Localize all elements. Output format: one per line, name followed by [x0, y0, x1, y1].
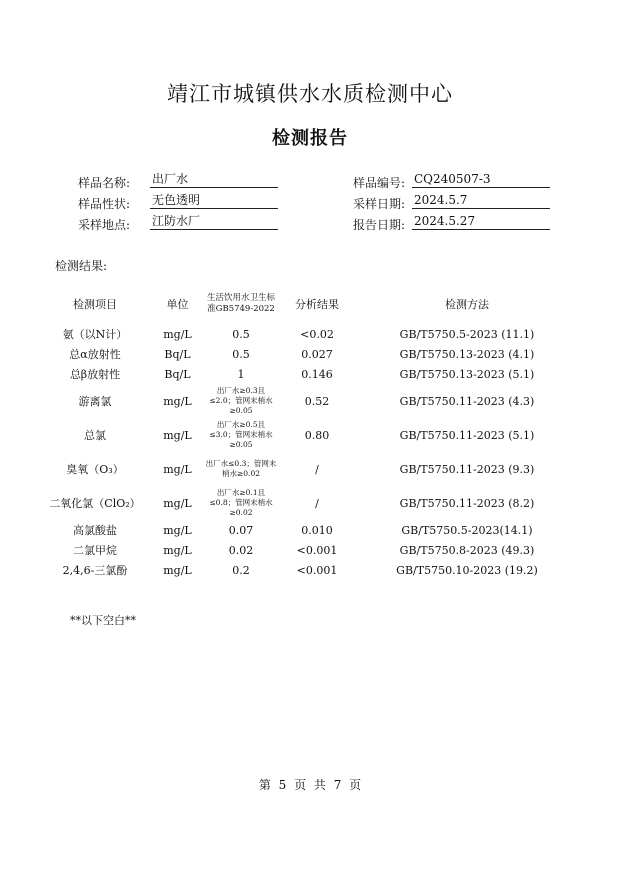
row-unit: mg/L: [163, 563, 192, 577]
row-standard: 0.5: [232, 327, 250, 341]
row-result: 0.52: [304, 394, 330, 408]
row-result: 0.027: [301, 347, 333, 361]
column-header-unit: 单位: [166, 298, 189, 311]
sampling-place-label: 采样地点:: [77, 218, 130, 232]
row-method: GB/T5750.10-2023 (19.2): [396, 563, 538, 577]
row-unit: mg/L: [163, 496, 192, 510]
row-unit: mg/L: [163, 327, 192, 341]
column-header-result: 分析结果: [295, 298, 339, 311]
sample-no-value: CQ240507-3: [412, 172, 550, 188]
sample-no-label: 样品编号:: [352, 176, 405, 190]
report-date-label: 报告日期:: [352, 218, 405, 232]
table-row: [40, 452, 577, 486]
row-standard: 0.02: [228, 543, 254, 557]
row-item: 二氧化氯（ClO₂）: [49, 497, 141, 510]
sampling-date-label: 采样日期:: [352, 197, 405, 211]
sample-state-value: 无色透明: [150, 193, 278, 209]
row-standard: 出厂水≥0.3且≤2.0；管网末梢水≥0.05: [209, 386, 273, 415]
row-item: 2,4,6-三氯酚: [62, 564, 128, 577]
row-unit: mg/L: [163, 394, 192, 408]
row-standard: 0.5: [232, 347, 250, 361]
sample-state-label: 样品性状:: [77, 197, 130, 211]
report-date-value: 2024.5.27: [412, 214, 550, 230]
sampling-date-value: 2024.5.7: [412, 193, 550, 209]
column-header-standard: 生活饮用水卫生标准GB5749-2022: [206, 293, 275, 314]
row-item: 总β放射性: [69, 368, 121, 381]
table-header-row: [40, 284, 577, 324]
blank-below-note: **以下空白**: [70, 614, 136, 627]
row-method: GB/T5750.11-2023 (5.1): [399, 428, 535, 442]
table-row: [40, 520, 577, 540]
row-result: <0.001: [296, 563, 338, 577]
report-title: 检测报告: [272, 128, 348, 149]
row-item: 氨（以N计）: [62, 328, 128, 341]
results-section-label: 检测结果:: [55, 259, 108, 273]
row-method: GB/T5750.13-2023 (5.1): [399, 367, 535, 381]
row-result: /: [315, 462, 319, 476]
sample-name-label: 样品名称:: [77, 176, 130, 190]
sampling-place-value: 江防水厂: [150, 214, 278, 230]
row-method: GB/T5750.8-2023 (49.3): [399, 543, 535, 557]
row-result: <0.001: [296, 543, 338, 557]
row-item: 总α放射性: [69, 348, 121, 361]
row-method: GB/T5750.11-2023 (8.2): [399, 496, 535, 510]
row-method: GB/T5750.5-2023(14.1): [401, 523, 533, 537]
table-row: [40, 486, 577, 520]
row-method: GB/T5750.13-2023 (4.1): [399, 347, 535, 361]
table-row: [40, 344, 577, 364]
row-result: 0.146: [301, 367, 333, 381]
row-unit: Bq/L: [164, 367, 191, 381]
page-number: 第 5 页 共 7 页: [258, 778, 362, 792]
row-standard: 出厂水≤0.3；管网末梢水≥0.02: [205, 459, 277, 478]
table-row: [40, 560, 577, 580]
results-table: [40, 284, 577, 580]
table-row: [40, 324, 577, 344]
table-row: [40, 384, 577, 418]
sample-name-value: 出厂水: [150, 172, 278, 188]
table-row: [40, 418, 577, 452]
row-standard: 1: [237, 367, 245, 381]
row-unit: mg/L: [163, 462, 192, 476]
row-standard: 出厂水≥0.1且≤0.8；管网末梢水≥0.02: [209, 488, 273, 517]
row-standard: 0.2: [232, 563, 250, 577]
row-unit: Bq/L: [164, 347, 191, 361]
row-item: 游离氯: [78, 395, 112, 408]
row-item: 二氯甲烷: [73, 544, 117, 557]
column-header-method: 检测方法: [445, 298, 489, 311]
row-result: 0.80: [304, 428, 330, 442]
row-item: 臭氧（O₃）: [66, 463, 124, 476]
row-method: GB/T5750.11-2023 (9.3): [399, 462, 535, 476]
row-result: /: [315, 496, 319, 510]
row-item: 高氯酸盐: [73, 524, 117, 537]
column-header-item: 检测项目: [73, 298, 117, 311]
row-item: 总氯: [84, 429, 106, 442]
row-method: GB/T5750.11-2023 (4.3): [399, 394, 535, 408]
table-row: [40, 364, 577, 384]
row-standard: 出厂水≥0.5且≤3.0；管网末梢水≥0.05: [209, 420, 273, 449]
row-unit: mg/L: [163, 543, 192, 557]
table-row: [40, 540, 577, 560]
row-method: GB/T5750.5-2023 (11.1): [399, 327, 535, 341]
row-result: 0.010: [301, 523, 333, 537]
row-standard: 0.07: [228, 523, 254, 537]
row-result: <0.02: [300, 327, 334, 341]
organization-name: 靖江市城镇供水水质检测中心: [167, 82, 453, 106]
row-unit: mg/L: [163, 428, 192, 442]
row-unit: mg/L: [163, 523, 192, 537]
